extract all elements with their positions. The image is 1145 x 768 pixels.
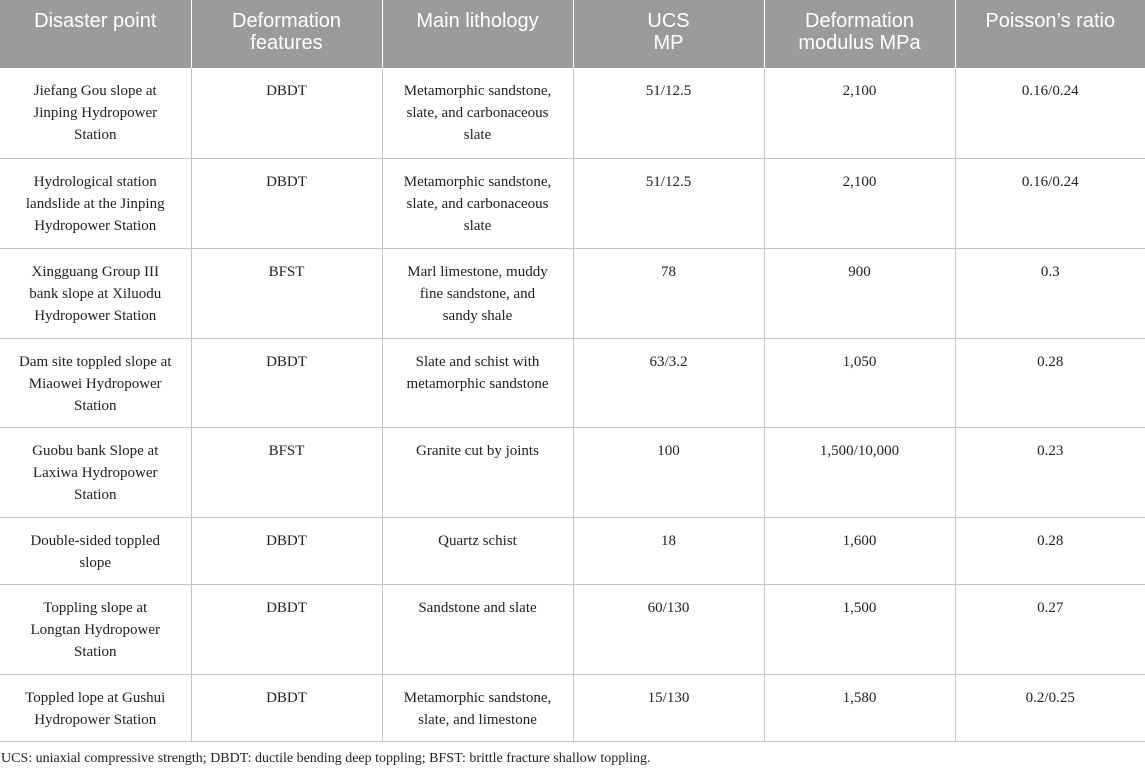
cell-deformation-features — [191, 584, 382, 674]
header-main-lithology — [382, 0, 573, 68]
cell-text-line: Marl limestone, muddy — [407, 263, 548, 280]
cell-text-line: slate — [463, 217, 492, 234]
cell-text-line: 78 — [661, 263, 676, 280]
header-text-line: MP — [653, 32, 684, 54]
cell-disaster-point — [0, 517, 191, 584]
cell-deformation-modulus — [764, 158, 955, 248]
cell-text-line: 51/12.5 — [645, 83, 692, 99]
cell-text-line: 0.27 — [1037, 599, 1064, 616]
cell-text-line: Metamorphic sandstone, — [403, 689, 552, 706]
cell-disaster-point — [0, 584, 191, 674]
cell-text-line: Station — [73, 643, 117, 660]
cell-text-line: slate — [463, 127, 492, 143]
cell-text-line: fine sandstone, and — [419, 285, 536, 302]
cell-ucs — [573, 338, 764, 427]
cell-text-line: Miaowei Hydropower — [28, 375, 162, 392]
table-row — [0, 68, 1145, 158]
cell-text-line: Guobu bank Slope at — [32, 442, 159, 459]
cell-text-line: Quartz schist — [438, 532, 517, 549]
header-disaster-point — [0, 0, 191, 68]
cell-text-line: Dam site toppled slope at — [19, 353, 172, 370]
header-deformation-modulus — [764, 0, 955, 68]
cell-deformation-features — [191, 248, 382, 338]
cell-text-line: 2,100 — [842, 83, 877, 99]
cell-deformation-features — [191, 517, 382, 584]
cell-deformation-features — [191, 68, 382, 158]
cell-poissons-ratio — [955, 584, 1145, 674]
cell-ucs — [573, 427, 764, 517]
cell-poissons-ratio — [955, 248, 1145, 338]
cell-text-line: 18 — [661, 532, 676, 549]
cell-text-line: 0.28 — [1037, 353, 1064, 370]
cell-text-line: slate, and limestone — [418, 711, 537, 728]
cell-text-line: 100 — [657, 442, 680, 459]
table-row — [0, 674, 1145, 741]
header-text-line: Poisson’s ratio — [985, 10, 1116, 32]
cell-poissons-ratio — [955, 674, 1145, 741]
cell-main-lithology — [382, 674, 573, 741]
header-text-line: UCS — [647, 10, 690, 32]
table-row — [0, 584, 1145, 674]
cell-text-line: Metamorphic sandstone, — [403, 173, 552, 190]
header-text-line: Disaster point — [34, 10, 157, 32]
table-row — [0, 248, 1145, 338]
cell-text-line: landslide at the Jinping — [25, 195, 165, 212]
cell-ucs — [573, 674, 764, 741]
cell-text-line: Jiefang Gou slope at — [33, 83, 157, 99]
cell-text-line: 2,100 — [842, 173, 877, 190]
cell-text-line: Toppling slope at — [43, 599, 148, 616]
cell-disaster-point — [0, 68, 191, 158]
header-deformation-features — [191, 0, 382, 68]
cell-text-line: Hydropower Station — [34, 307, 157, 324]
cell-main-lithology — [382, 517, 573, 584]
cell-deformation-features — [191, 427, 382, 517]
cell-deformation-features — [191, 338, 382, 427]
cell-deformation-features — [191, 158, 382, 248]
cell-text-line: slate, and carbonaceous — [406, 195, 549, 212]
cell-text-line: 0.16/0.24 — [1021, 83, 1079, 99]
cell-text-line: 1,500 — [842, 599, 877, 616]
cell-deformation-modulus — [764, 517, 955, 584]
cell-text-line: sandy shale — [442, 307, 513, 324]
cell-poissons-ratio — [955, 517, 1145, 584]
cell-text-line: 1,050 — [842, 353, 877, 370]
cell-text-line: DBDT — [266, 353, 307, 370]
cell-text-line: BFST — [268, 442, 305, 459]
header-row — [0, 0, 1145, 68]
table-row — [0, 158, 1145, 248]
cell-text-line: Hydrological station — [33, 173, 157, 190]
cell-main-lithology — [382, 248, 573, 338]
cell-poissons-ratio — [955, 338, 1145, 427]
cell-text-line: 15/130 — [647, 689, 690, 706]
cell-deformation-modulus — [764, 338, 955, 427]
table-footnote: UCS: uniaxial compressive strength; DBDT: ductile bending deep toppling; BFST: brittle fracture shallow toppling. — [1, 751, 651, 766]
cell-text-line: Sandstone and slate — [418, 599, 537, 616]
cell-text-line: Longtan Hydropower — [30, 621, 161, 638]
cell-text-line: Hydropower Station — [34, 217, 157, 234]
cell-ucs — [573, 517, 764, 584]
cell-text-line: 1,600 — [842, 532, 877, 549]
cell-poissons-ratio — [955, 68, 1145, 158]
cell-text-line: DBDT — [266, 689, 307, 706]
cell-disaster-point — [0, 427, 191, 517]
cell-text-line: DBDT — [266, 173, 307, 190]
cell-text-line: 1,500/10,000 — [819, 442, 900, 459]
cell-text-line: Toppled lope at Gushui — [25, 689, 166, 706]
table-row — [0, 517, 1145, 584]
cell-text-line: 51/12.5 — [645, 173, 692, 190]
table-body — [0, 68, 1145, 741]
table-header — [0, 0, 1145, 68]
cell-ucs — [573, 248, 764, 338]
cell-poissons-ratio — [955, 158, 1145, 248]
cell-disaster-point — [0, 338, 191, 427]
table-row — [0, 427, 1145, 517]
cell-text-line: 63/3.2 — [649, 353, 688, 370]
cell-text-line: slate, and carbonaceous — [406, 105, 549, 121]
cell-main-lithology — [382, 158, 573, 248]
cell-text-line: Station — [73, 127, 117, 143]
cell-deformation-features — [191, 674, 382, 741]
header-poissons-ratio — [955, 0, 1145, 68]
cell-main-lithology — [382, 584, 573, 674]
cell-text-line: 0.23 — [1037, 442, 1064, 459]
cell-deformation-modulus — [764, 674, 955, 741]
cell-ucs — [573, 158, 764, 248]
header-text-line: modulus MPa — [798, 32, 921, 54]
cell-text-line: Laxiwa Hydropower — [32, 464, 158, 481]
cell-text-line: 60/130 — [647, 599, 690, 616]
cell-text-line: Hydropower Station — [34, 711, 157, 728]
cell-text-line: Double-sided toppled — [30, 532, 161, 549]
cell-text-line: slope — [79, 554, 112, 571]
cell-main-lithology — [382, 68, 573, 158]
cell-text-line: DBDT — [266, 599, 307, 616]
cell-text-line: Jinping Hydropower — [33, 105, 158, 121]
cell-text-line: DBDT — [266, 83, 307, 99]
table-row — [0, 338, 1145, 427]
cell-text-line: Slate and schist with — [415, 353, 540, 370]
cell-text-line: Xingguang Group III — [31, 263, 159, 280]
cell-ucs — [573, 68, 764, 158]
cell-text-line: 0.2/0.25 — [1025, 689, 1075, 706]
header-text-line: Deformation — [232, 10, 341, 32]
cell-poissons-ratio — [955, 427, 1145, 517]
cell-disaster-point — [0, 674, 191, 741]
cell-text-line: metamorphic sandstone — [406, 375, 549, 392]
cell-text-line: DBDT — [266, 532, 307, 549]
cell-text-line: 900 — [848, 263, 871, 280]
header-text-line: features — [250, 32, 323, 54]
cell-text-line: Station — [73, 486, 117, 503]
cell-text-line: bank slope at Xiluodu — [29, 285, 162, 302]
header-text-line: Main lithology — [416, 10, 539, 32]
cell-text-line: Granite cut by joints — [416, 442, 539, 459]
cell-disaster-point — [0, 248, 191, 338]
cell-deformation-modulus — [764, 68, 955, 158]
cell-text-line: Station — [73, 397, 117, 414]
cell-text-line: 0.3 — [1040, 263, 1060, 280]
cell-deformation-modulus — [764, 248, 955, 338]
cell-text-line: 0.16/0.24 — [1021, 173, 1079, 190]
cell-text-line: Metamorphic sandstone, — [403, 83, 552, 99]
cell-text-line: 1,580 — [842, 689, 877, 706]
cell-ucs — [573, 584, 764, 674]
cell-text-line: 0.28 — [1037, 532, 1064, 549]
cell-text-line: BFST — [268, 263, 305, 280]
cell-deformation-modulus — [764, 584, 955, 674]
header-text-line: Deformation — [805, 10, 914, 32]
header-ucs — [573, 0, 764, 68]
cell-main-lithology — [382, 338, 573, 427]
cell-deformation-modulus — [764, 427, 955, 517]
cell-disaster-point — [0, 158, 191, 248]
cell-main-lithology — [382, 427, 573, 517]
